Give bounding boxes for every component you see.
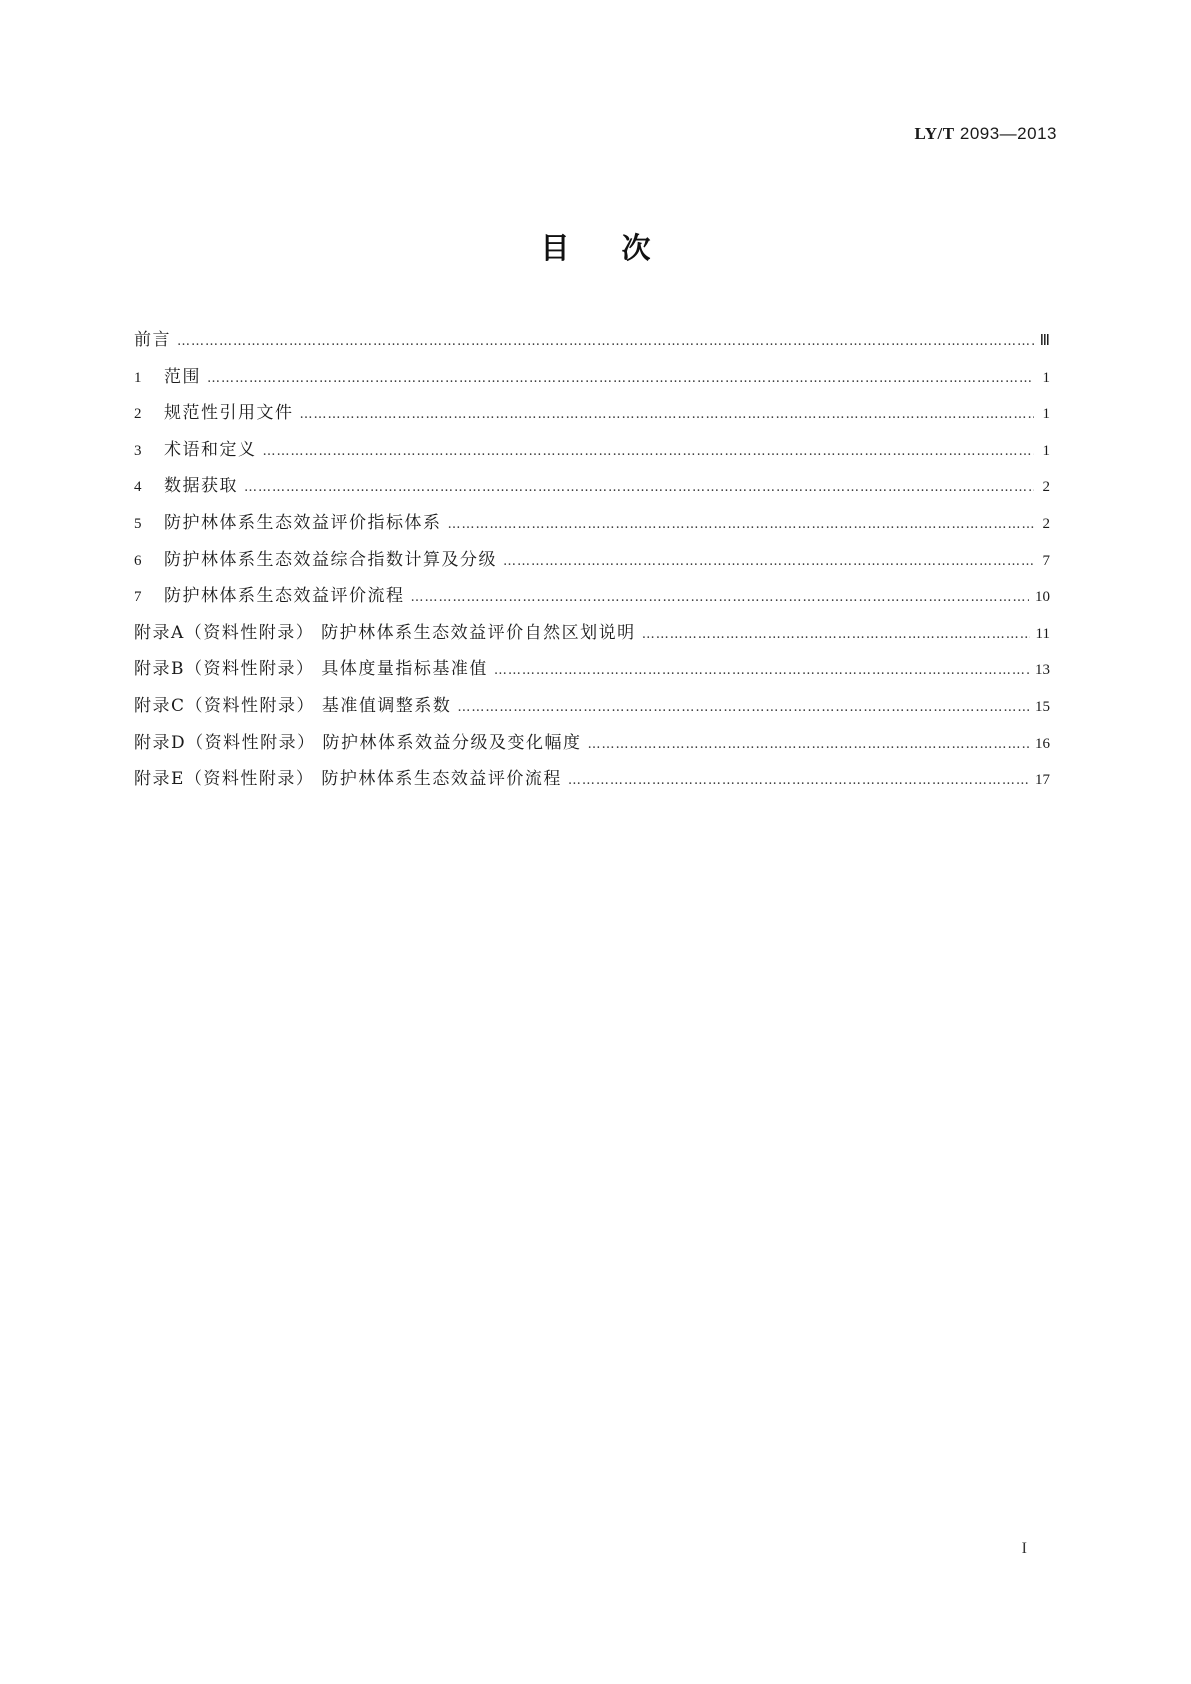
- toc-entry-appendix-b[interactable]: [134, 651, 1050, 688]
- toc-entry-page: Ⅲ: [1039, 333, 1050, 349]
- toc-entry-page: 1: [1042, 442, 1050, 459]
- standard-code: [915, 124, 1058, 144]
- standard-prefix: LY/T: [914, 124, 955, 143]
- toc-entry-number: 7: [134, 589, 142, 606]
- table-of-contents: [134, 322, 1050, 798]
- toc-entry-4[interactable]: [134, 468, 1050, 505]
- toc-entry-page: 2: [1042, 515, 1050, 532]
- toc-entry-label: 6 防护林体系生态效益综合指数计算及分级: [134, 542, 497, 580]
- toc-entry-label: 3 术语和定义: [134, 432, 257, 470]
- toc-entry-appendix-c[interactable]: [134, 688, 1050, 725]
- toc-leader-dots: [177, 324, 1034, 361]
- toc-entry-foreword[interactable]: [134, 322, 1050, 359]
- toc-leader-dots: [503, 544, 1034, 581]
- toc-entry-page: 2: [1042, 479, 1050, 496]
- toc-entry-label: 5 防护林体系生态效益评价指标体系: [134, 505, 442, 543]
- toc-entry-label: 前言: [134, 330, 171, 350]
- toc-entry-page: 1: [1042, 406, 1050, 423]
- toc-entry-number: 5: [134, 515, 142, 532]
- toc-entry-1[interactable]: [134, 359, 1050, 396]
- toc-entry-number: 1: [134, 369, 142, 386]
- toc-entry-appendix-a[interactable]: [134, 615, 1050, 652]
- toc-entry-label: 4 数据获取: [134, 468, 238, 506]
- toc-entry-5[interactable]: [134, 505, 1050, 542]
- toc-entry-6[interactable]: [134, 542, 1050, 579]
- toc-leader-dots: [457, 690, 1029, 727]
- toc-title: 目次: [540, 231, 703, 265]
- toc-leader-dots: [494, 653, 1029, 690]
- toc-leader-dots: [642, 617, 1030, 654]
- toc-entry-page: 17: [1035, 772, 1050, 789]
- toc-entry-3[interactable]: [134, 432, 1050, 469]
- page-number: I: [1021, 1540, 1027, 1557]
- toc-entry-page: 7: [1042, 552, 1050, 569]
- toc-leader-dots: [448, 507, 1035, 544]
- toc-entry-page: 10: [1035, 589, 1050, 606]
- toc-entry-label: 2 规范性引用文件: [134, 395, 294, 433]
- toc-entry-label: 附录E（资料性附录） 防护林体系生态效益评价流程: [134, 769, 562, 790]
- toc-leader-dots: [300, 397, 1035, 434]
- toc-entry-page: 16: [1035, 735, 1050, 752]
- toc-entry-7[interactable]: [134, 578, 1050, 615]
- toc-entry-number: 2: [134, 406, 142, 423]
- toc-entry-page: 13: [1035, 662, 1050, 679]
- toc-leader-dots: [263, 434, 1035, 471]
- toc-leader-dots: [588, 727, 1029, 764]
- toc-entry-page: 15: [1035, 698, 1050, 715]
- toc-entry-label: 附录C（资料性附录） 基准值调整系数: [134, 695, 452, 716]
- toc-entry-2[interactable]: [134, 395, 1050, 432]
- toc-entry-label: 7 防护林体系生态效益评价流程: [134, 578, 405, 616]
- toc-entry-label: 附录A（资料性附录） 防护林体系生态效益评价自然区划说明: [134, 622, 636, 643]
- toc-entry-page: 11: [1035, 625, 1050, 642]
- toc-entry-number: 4: [134, 479, 142, 496]
- toc-leader-dots: [244, 470, 1034, 507]
- toc-entry-page: 1: [1042, 369, 1050, 386]
- toc-entry-appendix-d[interactable]: [134, 725, 1050, 762]
- toc-leader-dots: [411, 580, 1030, 617]
- toc-entry-number: 3: [134, 442, 142, 459]
- toc-entry-label: 附录D（资料性附录） 防护林体系效益分级及变化幅度: [134, 732, 582, 753]
- toc-leader-dots: [207, 361, 1034, 398]
- standard-number: 2093—2013: [959, 124, 1057, 143]
- toc-entry-appendix-e[interactable]: [134, 761, 1050, 798]
- toc-leader-dots: [568, 763, 1029, 800]
- toc-entry-number: 6: [134, 552, 142, 569]
- toc-entry-label: 1 范围: [134, 359, 201, 397]
- toc-entry-label: 附录B（资料性附录） 具体度量指标基准值: [134, 659, 488, 680]
